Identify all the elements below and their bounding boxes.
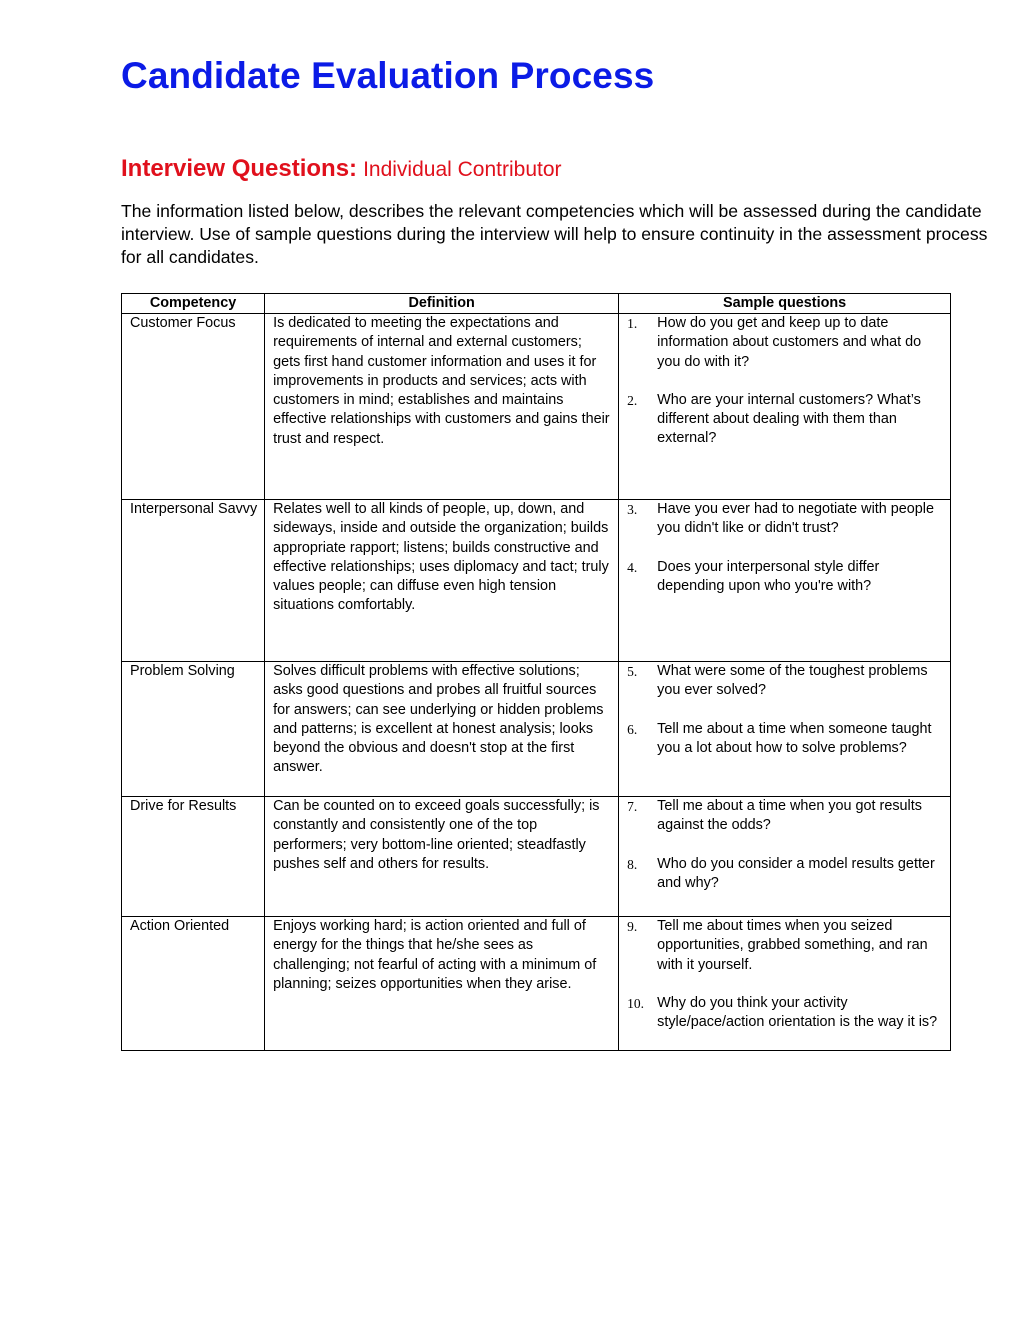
intro-paragraph: The information listed below, describes the relevant competencies which will be assessed during the candidate interview. Use of sample questions during the interview will help to ensure continuity in the assessment process for all candidates. [121, 201, 988, 267]
question-list [627, 500, 944, 596]
question-text: Have you ever had to negotiate with people you didn't like or didn't trust? [657, 501, 934, 537]
competency-cell: Interpersonal Savvy [122, 500, 265, 662]
questions-cell [619, 662, 951, 797]
questions-cell [619, 500, 951, 662]
question-number: 4. [627, 559, 638, 575]
question-list [627, 314, 944, 449]
question-number: 5. [627, 664, 638, 679]
question-item [627, 720, 944, 759]
question-number: 3. [627, 502, 638, 517]
question-text: Does your interpersonal style differ depending upon who you're with? [657, 558, 880, 594]
question-number: 9. [627, 919, 638, 934]
competency-cell: Action Oriented [122, 917, 265, 1051]
question-text: Why do you think your activity style/pace/action orientation is the way it is? [657, 994, 938, 1031]
header-competency: Competency [122, 294, 265, 314]
competency-cell: Drive for Results [122, 797, 265, 917]
table-row [122, 917, 951, 1051]
question-list [627, 797, 944, 893]
question-number: 6. [627, 721, 638, 737]
subtitle-heading: Interview Questions: [121, 155, 358, 182]
header-sample-questions: Sample questions [619, 294, 951, 314]
question-item [627, 314, 944, 372]
question-text: Who are your internal customers? What’s different about dealing with them than external? [657, 391, 921, 447]
question-item [627, 662, 944, 701]
table-row [122, 314, 951, 500]
question-item [627, 558, 944, 597]
question-list [627, 917, 944, 1032]
table-header-row [122, 294, 951, 314]
question-text: How do you get and keep up to date information about customers and what do you do with it? [657, 315, 922, 370]
document-title: Candidate Evaluation Process [121, 55, 655, 96]
question-number: 1. [627, 316, 638, 331]
definition-cell: Solves difficult problems with effective solutions; asks good questions and probes all fruitful sources for answers; can see underlying or hidden problems and patterns; is excellent at honest analysis; looks beyond the obvious and doesn't stop at the first answer. [265, 662, 619, 797]
question-text: Tell me about a time when someone taught you a lot about how to solve problems? [657, 720, 932, 756]
questions-cell [619, 917, 951, 1051]
definition-cell: Can be counted on to exceed goals successfully; is constantly and consistently one of the top performers; very bottom-line oriented; steadfastly pushes self and others for results. [265, 797, 619, 917]
definition-cell: Relates well to all kinds of people, up, down, and sideways, inside and outside the organization; builds appropriate rapport; listens; builds constructive and effective relationships; uses diplomacy and tact; truly values people; can diffuse even high tension situations comfortably. [265, 500, 619, 662]
question-list [627, 662, 944, 758]
questions-cell [619, 314, 951, 500]
question-text: What were some of the toughest problems you ever solved? [657, 663, 928, 699]
question-number: 10. [627, 995, 645, 1011]
subtitle-role: Individual Contributor [363, 158, 562, 181]
question-number: 2. [627, 392, 638, 408]
competency-cell: Customer Focus [122, 314, 265, 500]
table-row [122, 797, 951, 917]
question-item [627, 391, 944, 449]
question-text: Tell me about times when you seized opportunities, grabbed something, and ran with it yourself. [657, 918, 928, 973]
question-number: 7. [627, 799, 638, 814]
question-text: Tell me about a time when you got results against the odds? [657, 798, 922, 834]
question-text: Who do you consider a model results getter and why? [657, 855, 935, 891]
definition-cell: Is dedicated to meeting the expectations and requirements of internal and external customers; gets first hand customer information and uses it for improvements in products and services; acts with customers in mind; establishes and maintains effective relationships with customers and gains their trust and respect. [265, 314, 619, 500]
section-subtitle [121, 155, 562, 183]
question-item [627, 917, 944, 975]
competency-table [121, 293, 951, 1051]
table-row [122, 662, 951, 797]
definition-cell: Enjoys working hard; is action oriented and full of energy for the things that he/she sees as challenging; not fearful of acting with a minimum of planning; seizes opportunities when they arise. [265, 917, 619, 1051]
questions-cell [619, 797, 951, 917]
question-item [627, 994, 944, 1033]
question-item [627, 500, 944, 539]
question-number: 8. [627, 856, 638, 872]
header-definition: Definition [265, 294, 619, 314]
question-item [627, 855, 944, 894]
question-item [627, 797, 944, 836]
competency-cell: Problem Solving [122, 662, 265, 797]
table-row [122, 500, 951, 662]
